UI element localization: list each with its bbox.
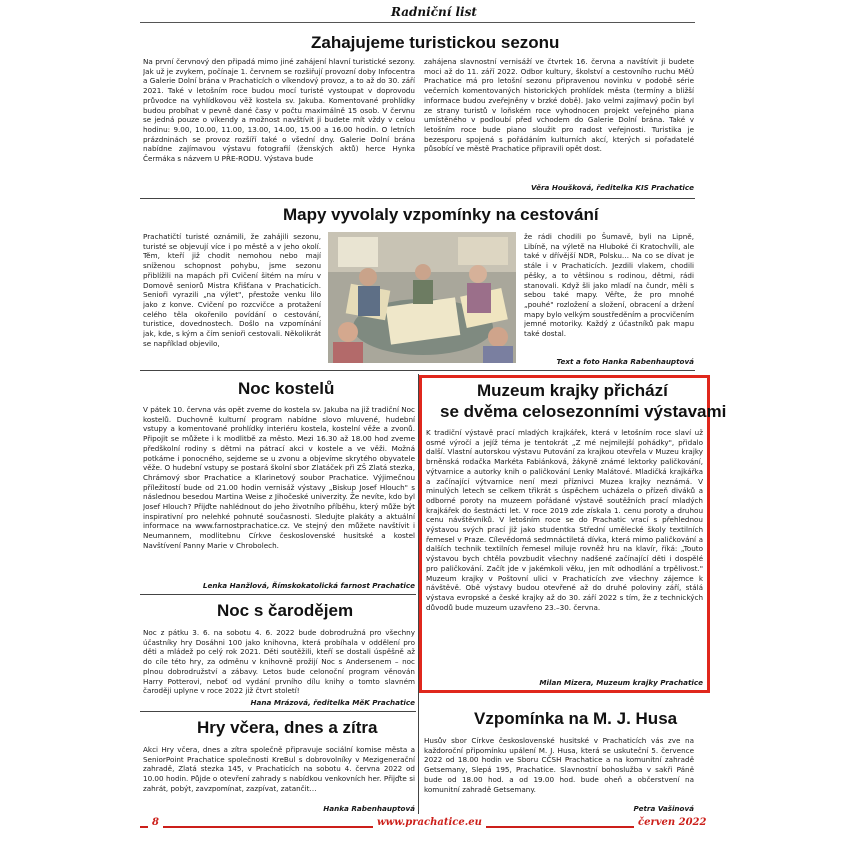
divider bbox=[140, 198, 695, 199]
headline-hry: Hry včera, dnes a zítra bbox=[197, 718, 378, 737]
headline-muzeum-line2: se dvěma celosezonními výstavami bbox=[440, 402, 727, 421]
signature-noc-kostelu: Lenka Hanžlová, Římskokatolická farnost Prachatice bbox=[202, 581, 415, 590]
article-carodeji: Noc z pátku 3. 6. na sobotu 4. 6. 2022 bude dobrodružná pro všechny účastníky hry Dosáhni 100 jako knihovna, která probíhala v oddělení pro děti a mládež po celý rok 2021. Děti soutěžili, kteří se dostali úspěšně až do cíle této hry, za odměnu v knihovně prožijí Noc s Andersenem – noc plnou dobrodružství a zábavy. Letos bude celonoční program věnován Harry Potterovi, neboť od vydání prvního dílu knihy o tomto slavném čaroději uplyne v roce 2022 již čtvrt století! bbox=[143, 628, 415, 696]
article-noc-kostelu: V pátek 10. června vás opět zveme do kostela sv. Jakuba na již tradiční Noc kostelů. Duchovně kulturní program nabídne slovo mluvené, hudební vstupy a komentované prohlídky interiéru kostela, kostelní věže a zvonů. Připojit se můžete i k modlitbě za město. Mezi 16.30 až 18.00 hod zveme předškolní rodiny s dětmi na pátrací akci v kostele a ve věži. Možná potkáme i ponocného, sejdeme se u zvonu a objevíme skrytého obyvatele věže. O hudební vstupy se postará školní sbor Zlatáček při ZŠ Zlatá stezka, Chrámový sbor Prachatice a Klarinetový soubor Prachatice. Výjimečnou příležitostí bude od 21.00 hodin vernisáž výstavy „Biskup Josef Hlouch" s následnou besedou Martina Weise z Jihočeské univerzity. Že nevíte, kdo byl Josef Hlouch? Přijďte nahlédnout do jeho životního příběhu, který může být inspirativní pro nelehké pohnuté současnosti. Sledujte plakáty a aktuální informace na www.farnostprachatice.cz. Ve stejný den můžete navštívit i Neumannem, modlitebnu Církve československé husitské a kostel Navštívení Panny Marie v Chrobolech. bbox=[143, 405, 415, 550]
article-mapy-col2: že rádi chodili po Šumavě, byli na Lipně, Libíně, na výletě na Hluboké či Kratochvíli, ale také v dřívější NDR, Polsku… Na co se dívat je stále i v Prachaticích. Jezdili vlakem, chodili pěšky, a to většinou s rodinou, dětmi, rádi stanovali. Když šli jako mladí na čundr, měli s sebou také mapy. Věřte, že pro mnohé „pouhé" rozložení a složení, obracení a držení mapy bylo velkým soustředěním a procvičením jemné motoriky. Každý z účastníků pak mapu také dostal. bbox=[524, 232, 694, 339]
footer-date: červen 2022 bbox=[634, 817, 710, 828]
article-sezona-col2: zahájena slavnostní vernisáží ve čtvrtek 16. června a navštívit ji budete moci až do 11. září 2022. Odbor kultury, školství a cestovního ruchu MěÚ Prachatice má pro letošní sezonu připravenou novinku v podobě série večerních komentovaných historických prohlídek města (termíny a bližší informace budou zveřejněny v brzké době). Jako velmi zajímavý počin byl ze strany turistů v loňském roce vyhodnocen projekt veřejného piana umístěného v podloubí před vchodem do Galerie Dolní brána. Také v letošním roce bude piano sloužit pro radost veřejnosti. Turistika je bezesporu spojená s pořádáním kulturních akcí, kterých si pořadatelé působící ve městě Prachatice připravili opět dost. bbox=[424, 57, 694, 154]
article-mapy-col1: Prachatičtí turisté oznámili, že zahájili sezonu, turisté se objevují více i po městě a v jeho okolí. Těm, kteří již chodit nemohou nebo mají sníženou schopnost pohybu, jsme sezonu přiblížili na mapách při Cvičení šitém na míru v Domově seniorů Mistra Křišťana v Prachaticích. Senioři vyrazili „na výlet", přestože venku lilo jako z konve. Cvičení po rozcvičce a protažení celého těla okořenilo povídání o cestování, turistice, dovednostech. Došlo na vzpomínání jak, kde, s kým a čím senioři cestovali. Několikrát se například objevilo, bbox=[143, 232, 321, 348]
article-hry: Akci Hry včera, dnes a zítra společně připravuje sociální komise města a SeniorPoint Prachatice společnosti KreBul s dobrovolníky v Mezigenerační zahradě, Zlatá stezka 145, v Prachaticích na sobotu 4. června 2022 od 10.00 hodin. Půjde o otevření zahrady s nabídkou venkovních her. Přijďte si zahrát, pobýt, zavzpomínat, zazpívat, zatančit… bbox=[143, 745, 415, 793]
article-sezona-col1: Na první červnový den připadá mimo jiné zahájení hlavní turistické sezony. Jak už je zvykem, počínaje 1. červnem se rozšiřují provozní doby Infocentra a Galerie Dolní brána v Prachaticích o víkendový provoz, a to až do 30. září 2021. Také v letošním roce budou mocí turisté vystoupat v doprovodu průvodce na vyhlídkovou věž kostela sv. Jakuba. Komentované prohlídky budou probíhat v pevně dané časy v počtu maximálně 15 osob. V červnu se jedná pouze o víkendy a možnost navštívit ji budete mít vždy v celou hodinu: 9.00, 10.00, 11.00, 13.00, 14.00, 15.00 a 16.00 hodin. O letních prázdninách se provoz rozšíří také o všední dny. Galerie Dolní brána nabídne zajímavou výstavu fotografií (ženských aktů) herce Hynka Čermáka s názvem U PŘE-RODU. Výstava bude bbox=[143, 57, 415, 164]
signature-hus: Petra Vašinová bbox=[633, 804, 694, 813]
headline-muzeum-line1: Muzeum krajky přichází bbox=[477, 381, 668, 400]
headline-carodeji: Noc s čarodějem bbox=[217, 601, 354, 620]
signature-sezona: Věra Houšková, ředitelka KIS Prachatice bbox=[531, 183, 694, 192]
signature-carodeji: Hana Mrázová, ředitelka MěK Prachatice bbox=[250, 698, 415, 707]
page-number: 8 bbox=[148, 817, 163, 828]
signature-mapy: Text a foto Hanka Rabenhauptová bbox=[556, 357, 694, 366]
divider bbox=[140, 594, 416, 595]
headline-noc-kostelu: Noc kostelů bbox=[238, 379, 335, 398]
headline-sezona: Zahajujeme turistickou sezonu bbox=[311, 33, 560, 52]
headline-mapy: Mapy vyvolaly vzpomínky na cestování bbox=[283, 205, 599, 224]
footer-url: www.prachatice.eu bbox=[373, 817, 486, 828]
article-hus: Husův sbor Církve československé husitské v Prachaticích vás zve na každoroční připomínku upálení M. J. Husa, která se uskuteční 5. července 2022 od 18.00 hodin ve Sboru CČSH Prachatice a na komunitní zahradě Getsemany, Slepá 195, Prachatice. Slavnostní bohoslužba v sakři Páně bude od 18.00 hod. a od 19.00 hod. bude oheň a občerstvení na komunitní zahradě Getsemany. bbox=[424, 736, 694, 794]
divider bbox=[140, 370, 695, 371]
article-muzeum: K tradiční výstavě prací mladých krajkářek, která v letošním roce slaví už osmé výročí a jejíž téma je tentokrát „Z mé nejmilejší pohádky", přidalo další. Vlastní autorskou výstavu Putování za krajkou otevřela v Muzeu krajky brněnská rodačka Markéta Fabiánková, žákyně známé lektorky paličkování, výtvarnice a autorky knih o paličkování Lenky Malátové. Mladičká krajkářka a začínající výtvarnice není mezi příznivci Muzea krajky neznámá. V minulých letech se celkem třikrát s úspěchem ucházela o přízeň diváků a odborné poroty na muzeem pořádané výstavě soutěžních prací mladých krajkářek do šestnácti let. V roce 2019 zde získala 1. cenu poroty a druhou cenu návštěvníků. V letošním roce se do Prachatic vrací s přehlednou výstavou svých prací již jako studentka Střední umělecké školy textilních řemesel v Praze. Cílevědomá sedmnáctiletá dívka, která mimo paličkování a dalších technik textilních řemesel miluje rovněž hru na klavír, říká: „Touto výstavou bych chtěla povzbudit všechny nadšené začínající děti i dospělé pro paličkování. Začít jde v jakémkoli věku, jen mít odhodlání a trpělivost." Muzeum krajky v Poštovní ulici v Prachaticích zve všechny zájemce k návštěvě. Obě výstavy budou otevřené až do druhé poloviny září, stálá výstava evropské a české krajky až do 30. září 2022 s tím, že z technických důvodů bude muzeum uzavřeno 23.–30. června. bbox=[426, 428, 703, 612]
signature-muzeum: Milan Mizera, Muzeum krajky Prachatice bbox=[539, 678, 703, 687]
divider bbox=[140, 711, 416, 712]
seniors-map-photo bbox=[328, 232, 516, 363]
signature-hry: Hanka Rabenhauptová bbox=[323, 804, 415, 813]
headline-hus: Vzpomínka na M. J. Husa bbox=[474, 709, 678, 728]
masthead bbox=[140, 6, 695, 23]
masthead-title: Radniční list bbox=[385, 5, 483, 19]
